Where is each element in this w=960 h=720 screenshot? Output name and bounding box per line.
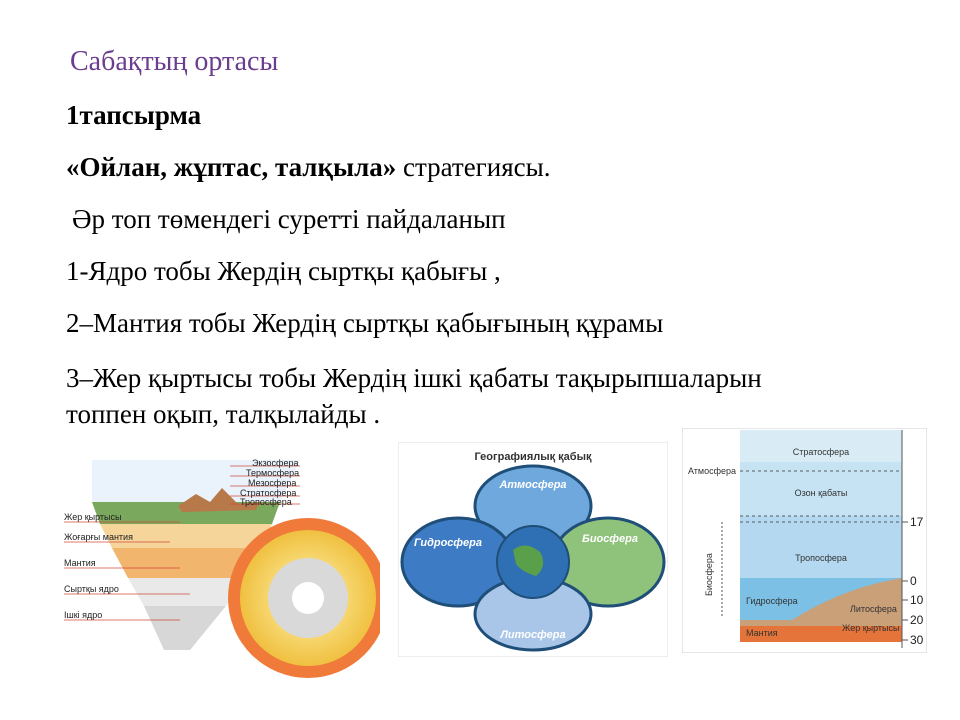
earth-layers-figure xyxy=(60,450,380,682)
fig2-title: Географиялық қабық xyxy=(474,451,592,463)
fig3-scale-20: 20 xyxy=(910,613,924,627)
group-2-line: 2–Мантия тобы Жердің сыртқы қабығының құрамы xyxy=(66,308,664,338)
group-3-line xyxy=(66,360,762,432)
fig3-crust-label: Жер қыртысы xyxy=(842,623,900,633)
group-1-line: 1-Ядро тобы Жердің сыртқы қабығы , xyxy=(66,256,501,286)
fig3-lithosphere-label: Литосфера xyxy=(850,604,897,614)
strategy-suffix: стратегиясы. xyxy=(396,152,551,182)
strategy-name: «Ойлан, жұптас, талқыла» xyxy=(66,152,397,182)
fig3-scale-30: 30 xyxy=(910,633,924,647)
fig3-atmosphere-label: Атмосфера xyxy=(688,466,737,476)
biosphere-label: Биосфера xyxy=(582,533,638,545)
fig1-label-inner-core: Ішкі ядро xyxy=(64,610,103,620)
fig1-label-upper-mantle: Жоғарғы мантия xyxy=(64,532,133,542)
fig1-label-crust: Жер қыртысы xyxy=(64,512,122,522)
fig3-troposphere-label: Тропосфера xyxy=(795,553,847,563)
fig1-label-outer-core: Сыртқы ядро xyxy=(64,584,119,594)
fig3-ozone-label: Озон қабаты xyxy=(794,488,848,498)
fig1-label-mantle: Мантия xyxy=(64,558,96,568)
fig3-scale-10: 10 xyxy=(910,593,924,607)
outer-core-layer xyxy=(128,578,244,606)
fig3-biosphere-label: Биосфера xyxy=(704,553,714,596)
geographic-envelope-figure xyxy=(398,442,668,657)
vertical-spheres-figure xyxy=(682,428,927,653)
fig1-label-troposphere: Тропосфера xyxy=(240,497,292,507)
fig1-label-mesosphere: Мезосфера xyxy=(248,478,297,488)
inner-core-layer xyxy=(144,606,226,650)
group-3-line-1: 3–Жер қыртысы тобы Жердің ішкі қабаты тақырыпшаларын xyxy=(66,363,762,393)
hydrosphere-label: Гидросфера xyxy=(414,537,482,549)
strategy-line xyxy=(66,152,551,183)
group-3-line-2: топпен оқып, талқылайды . xyxy=(66,399,381,429)
intro-line: Әр топ төмендегі суретті пайдаланып xyxy=(72,204,506,234)
fig3-mantle-label: Мантия xyxy=(746,628,778,638)
fig3-hydrosphere-label: Гидросфера xyxy=(746,596,798,606)
lithosphere-label: Литосфера xyxy=(500,629,566,641)
atmosphere-label: Атмосфера xyxy=(499,479,567,491)
slide-title: Сабақтың ортасы xyxy=(70,46,279,77)
fig3-scale-0: 0 xyxy=(910,574,917,588)
fig1-label-stratosphere: Стратосфера xyxy=(240,488,297,498)
fig3-stratosphere-label: Стратосфера xyxy=(792,447,850,457)
fig1-label-exosphere: Экзосфера xyxy=(252,458,299,468)
task-heading: 1тапсырма xyxy=(66,100,202,130)
fig1-label-thermosphere: Термосфера xyxy=(246,468,300,478)
fig3-scale-17: 17 xyxy=(910,515,924,529)
